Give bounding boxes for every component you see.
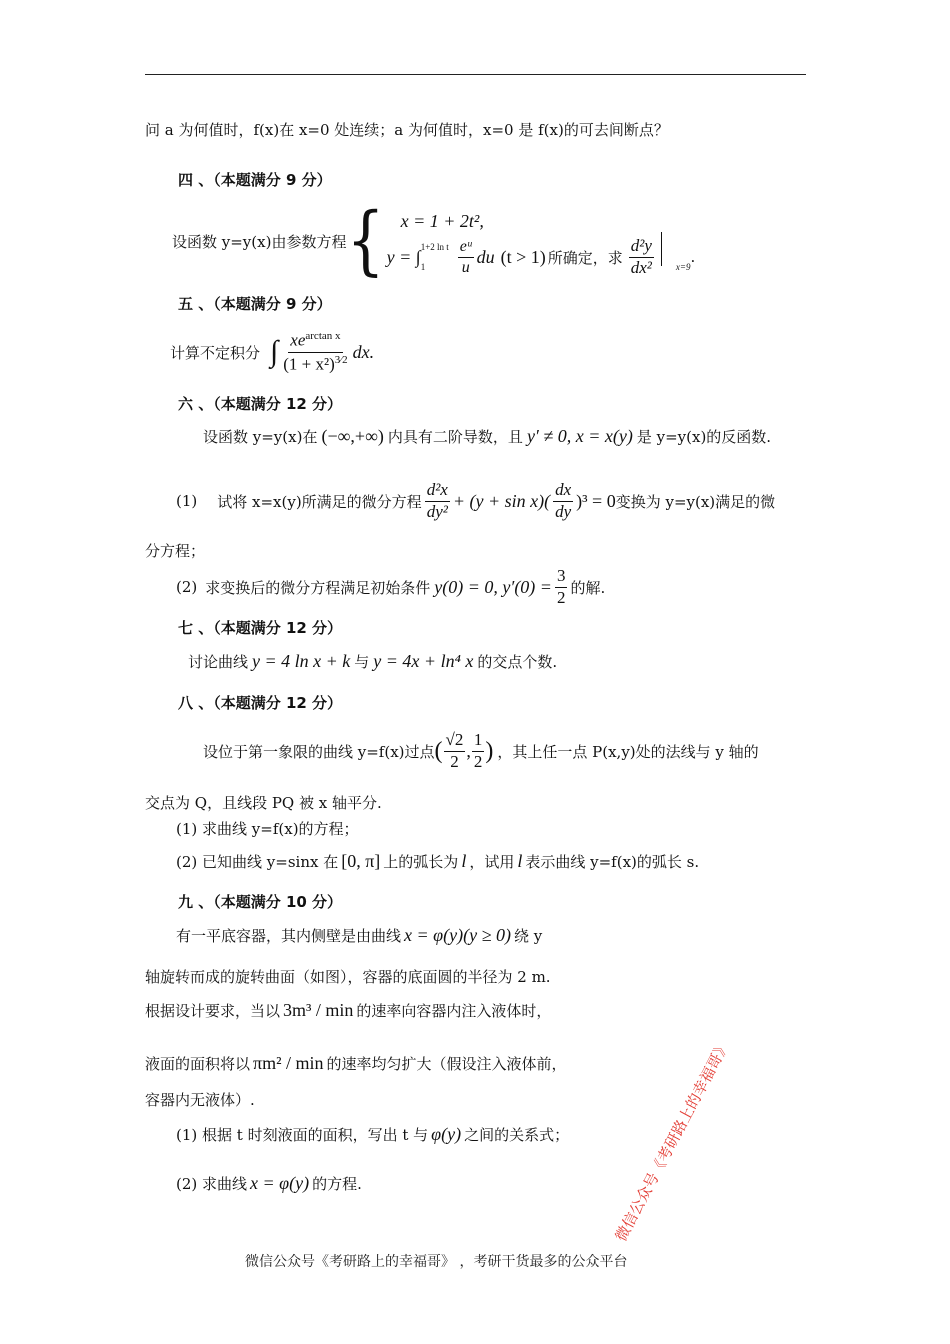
q5-dx: dx. <box>352 341 375 362</box>
q8-arc-length-symbol-2: l <box>517 851 523 871</box>
q6-first-derivative-num: dx <box>553 481 573 502</box>
q4-eq-y-left: y = ∫ <box>386 246 421 267</box>
q5-body <box>170 322 374 382</box>
q9-line5: 容器内无液体）. <box>145 1091 255 1109</box>
q4-integral-limits <box>421 242 449 272</box>
q4-brace: { <box>346 197 385 285</box>
q6-part1-tail: )³ = 0 <box>576 490 616 511</box>
q4-derivative <box>629 237 654 277</box>
q6-part2-tail: 的解. <box>570 578 606 597</box>
q4-eq-x: x = 1 + 2t², <box>400 210 484 231</box>
q7-heading: 七 、（本题满分 12 分） <box>178 619 343 637</box>
q9-curve: x = φ(y)(y ≥ 0) <box>404 925 511 945</box>
q8-text-a: 设位于第一象限的曲线 y=f(x)过点 <box>203 742 435 761</box>
q4-system <box>387 205 696 277</box>
q4-derivative-den: dx² <box>630 257 652 277</box>
q6-part1-label: (1) <box>176 492 198 510</box>
q8-part2-text-c: ，试用 <box>469 853 515 871</box>
q8-continued: 交点为 Q，且线段 PQ 被 x 轴平分. <box>145 794 382 812</box>
q6-part1 <box>176 474 775 528</box>
q6-initial-condition: y(0) = 0, y′(0) = <box>434 576 552 597</box>
q9-line2: 轴旋转而成的旋转曲面（如图），容器的底面圆的半径为 2 m. <box>145 968 551 986</box>
q4-integrand-num: eᵘ <box>458 238 474 258</box>
q8-part2-text-a: (2) 已知曲线 y=sinx 在 <box>176 853 339 871</box>
q6-second-derivative-num: d²x <box>425 481 450 502</box>
q6-intro-text-c: 是 y=y(x)的反函数. <box>636 428 772 446</box>
q6-first-derivative <box>553 481 573 521</box>
q8-part2-interval: [0, π] <box>341 851 381 871</box>
q9-part2 <box>176 1173 362 1194</box>
q6-part2-label: (2) <box>176 578 198 596</box>
q4-heading: 四 、（本题满分 9 分） <box>178 171 332 189</box>
q4-eq-y <box>387 237 696 277</box>
q8-heading: 八 、（本题满分 12 分） <box>178 694 343 712</box>
q9-part2-text-b: 的方程. <box>312 1175 362 1193</box>
q9-fill-rate: 3m³ / min <box>283 1000 354 1020</box>
q8-intro <box>203 726 759 776</box>
q6-intro-text-b: 内具有二阶导数，且 <box>387 428 523 446</box>
q5-integrand <box>281 330 349 374</box>
q5-heading: 五 、（本题满分 9 分） <box>178 295 332 313</box>
q8-point-y-num: 1 <box>472 731 485 752</box>
q4-upper-limit: 1+2 ln t <box>420 242 449 252</box>
q9-line3 <box>145 1000 551 1021</box>
q4-prefix: 设函数 y=y(x)由参数方程 <box>172 232 347 251</box>
q7-body <box>188 651 557 672</box>
q8-point-comma: , <box>466 740 471 761</box>
q8-point-x <box>444 731 466 771</box>
q8-point-x-num: √2 <box>444 731 466 752</box>
q9-line1-text-b: 绕 y <box>513 927 543 945</box>
q8-point-y-den: 2 <box>473 751 483 771</box>
q9-heading: 九 、（本题满分 10 分） <box>178 893 343 911</box>
q5-num-exponent: arctan x <box>305 330 341 343</box>
q4-eval-point: x=9 <box>675 262 691 272</box>
q6-initial-fraction-den: 2 <box>556 587 566 607</box>
q9-part1-function: φ(y) <box>431 1124 462 1144</box>
q9-line1 <box>176 925 542 946</box>
q6-part1-text2: 变换为 y=y(x)满足的微 <box>615 492 776 511</box>
q8-point-x-den: 2 <box>450 751 459 771</box>
q6-intro <box>203 426 771 447</box>
q6-first-derivative-den: dy <box>555 501 572 521</box>
q9-part1-text-a: (1) 根据 t 时刻液面的面积，写出 t 与 <box>176 1126 429 1144</box>
q4-body <box>172 197 696 285</box>
q9-line4-text-b: 的速率均匀扩大（假设注入液体前， <box>326 1055 567 1073</box>
q5-prefix: 计算不定积分 <box>170 343 261 362</box>
q9-part2-text-a: (2) 求曲线 <box>176 1175 248 1193</box>
q8-part2 <box>176 851 699 872</box>
q8-part1: (1) 求曲线 y=f(x)的方程； <box>176 820 359 838</box>
q6-part1-mid: + (y + sin x)( <box>452 490 551 511</box>
q6-part1-continued: 分方程； <box>145 542 206 560</box>
q8-arc-length-symbol: l <box>461 851 467 871</box>
q6-initial-fraction <box>555 567 568 607</box>
q8-point-close: ) <box>485 737 494 764</box>
q6-initial-fraction-num: 3 <box>555 567 568 588</box>
q9-part1-text-b: 之间的关系式； <box>464 1126 570 1144</box>
q9-part2-curve: x = φ(y) <box>250 1173 310 1193</box>
q7-curve1: y = 4 ln x + k <box>252 651 351 671</box>
q8-text-b: ，其上任一点 P(x,y)处的法线与 y 轴的 <box>497 742 759 761</box>
q6-heading: 六 、（本题满分 12 分） <box>178 395 343 413</box>
q7-text-a: 讨论曲线 <box>188 653 249 671</box>
q7-text-b: 与 <box>354 653 370 671</box>
q8-point-y <box>472 731 485 771</box>
q9-line3-text-b: 的速率向容器内注入液体时， <box>356 1002 552 1020</box>
q9-line4 <box>145 1053 567 1074</box>
q6-intro-text-a: 设函数 y=y(x)在 <box>203 428 318 446</box>
q6-part2 <box>176 566 605 608</box>
q5-integrand-den <box>281 353 349 374</box>
q9-line3-text-a: 根据设计要求，当以 <box>145 1002 281 1020</box>
q4-eval-bar <box>661 232 662 266</box>
carryover-question-text: 问 a 为何值时，f(x)在 x=0 处连续；a 为何值时，x=0 是 f(x)的可去间断点？ <box>145 121 669 139</box>
q4-condition: (t > 1) <box>500 246 546 267</box>
q6-second-derivative <box>425 481 450 521</box>
q9-line1-text-a: 有一平底容器，其内侧壁是由曲线 <box>176 927 402 945</box>
q5-den-base: (1 + x²) <box>283 354 335 374</box>
q8-part2-text-b: 上的弧长为 <box>383 853 459 871</box>
q5-num-base: xe <box>290 330 306 350</box>
q4-integrand <box>458 238 474 276</box>
q5-integrand-num <box>288 330 342 352</box>
header-rule <box>145 74 806 75</box>
q4-derivative-num: d²y <box>629 237 654 258</box>
q6-part1-text: 试将 x=x(y)所满足的微分方程 <box>217 492 422 511</box>
q9-part1 <box>176 1124 569 1145</box>
q7-curve2: y = 4x + ln⁴ x <box>373 651 474 671</box>
page-footer: 微信公众号《考研路上的幸福哥》 ，考研干货最多的公众平台 <box>245 1254 628 1270</box>
q4-mid-text: 所确定，求 <box>547 248 623 267</box>
q4-du: du <box>476 246 495 267</box>
watermark-text: 微信公众号《考研路上的幸福哥》 <box>611 1037 734 1245</box>
q5-den-exponent: 3⁄2 <box>334 353 348 366</box>
q6-interval: (−∞,+∞) <box>321 426 384 446</box>
q6-second-derivative-den: dy² <box>426 501 448 521</box>
q4-lower-limit: 1 <box>420 262 426 272</box>
q4-integrand-den: u <box>461 258 470 276</box>
q8-point-open: ( <box>434 737 443 764</box>
q6-part2-text: 求变换后的微分方程满足初始条件 <box>205 578 431 597</box>
q5-integral-sign: ∫ <box>270 335 279 368</box>
q6-condition: y′ ≠ 0, x = x(y) <box>526 426 633 446</box>
q9-line4-text-a: 液面的面积将以 <box>145 1055 251 1073</box>
q9-area-rate: πm² / min <box>253 1053 324 1073</box>
q8-part2-text-d: 表示曲线 y=f(x)的弧长 s. <box>525 853 700 871</box>
q4-period: . <box>690 248 696 266</box>
q7-text-c: 的交点个数. <box>477 653 558 671</box>
